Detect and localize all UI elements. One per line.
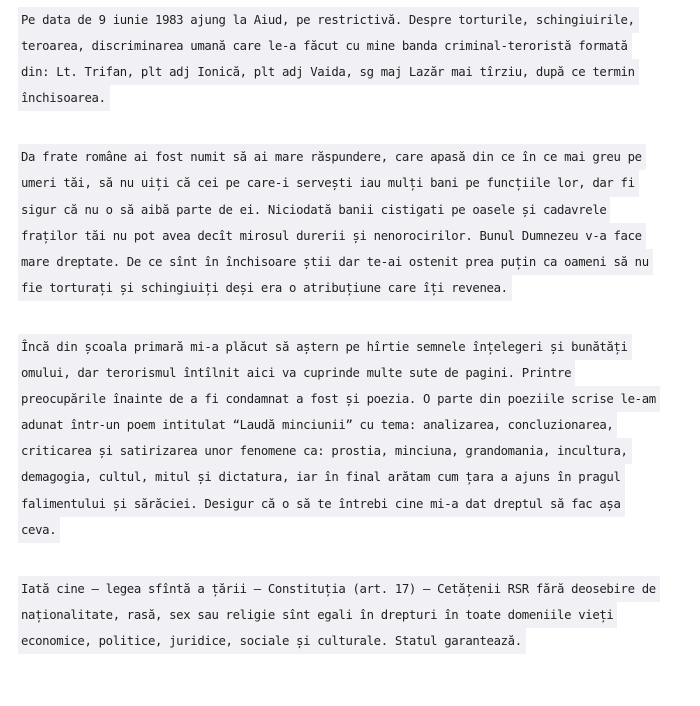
text-line: criticarea și satirizarea unor fenomene ca: prostia, minciuna, grandomania, incultura, <box>18 438 632 464</box>
text-line: preocupările înainte de a fi condamnat a fost și poezia. O parte din poeziile scrise le-am <box>18 386 660 412</box>
text-line: ceva. <box>18 517 60 543</box>
text-line: omului, dar terorismul întîlnit aici va cuprinde multe sute de pagini. Printre <box>18 360 575 386</box>
text-line: adunat într-un poem intitulat “Laudă minciunii” cu tema: analizarea, concluzionarea, <box>18 412 617 438</box>
paragraph-1 <box>18 7 690 111</box>
text-line: Încă din școala primară mi-a plăcut să aștern pe hîrtie semnele înțelegeri și bunătăți <box>18 334 632 360</box>
text-line: fie torturați și schingiuiți deși era o atribuțiune care îți revenea. <box>18 275 512 301</box>
paragraph-2 <box>18 144 690 301</box>
text-line: Pe data de 9 iunie 1983 ajung la Aiud, pe restrictivă. Despre torturile, schingiuirile, <box>18 7 639 33</box>
text-line: naționalitate, rasă, sex sau religie sînt egali în drepturi în toate domeniile vieți <box>18 602 617 628</box>
text-line: fraților tăi nu pot avea decît mirosul durerii și nenorocirilor. Bunul Dumnezeu v-a face <box>18 223 646 249</box>
text-line: închisoarea. <box>18 85 110 111</box>
text-line: Da frate române ai fost numit să ai mare răspundere, care apasă din ce în ce mai greu pe <box>18 144 646 170</box>
text-line: sigur că nu o să aibă parte de ei. Niciodată banii cistigati pe oasele și cadavrele <box>18 197 610 223</box>
paragraph-4 <box>18 576 690 654</box>
text-line: Iată cine – legea sfîntă a țării – Constituția (art. 17) – Cetățenii RSR fără deosebire de <box>18 576 660 602</box>
text-line: teroarea, discriminarea umană care le-a făcut cu mine banda criminal-teroristă formată <box>18 33 632 59</box>
text-line: din: Lt. Trifan, plt adj Ionică, plt adj Vaida, sg maj Lazăr mai tîrziu, după ce termin <box>18 59 639 85</box>
paragraph-3 <box>18 334 690 543</box>
text-line: economice, politice, juridice, sociale și culturale. Statul garantează. <box>18 628 526 654</box>
document-body <box>18 7 690 687</box>
text-line: falimentului și sărăciei. Desigur că o să te întrebi cine mi-a dat dreptul să fac așa <box>18 491 625 517</box>
text-line: mare dreptate. De ce sînt în închisoare știi dar te-ai ostenit prea puțin ca oameni să nu <box>18 249 653 275</box>
text-line: demagogia, cultul, mitul și dictatura, iar în final arătam cum țara a ajuns în pragul <box>18 464 625 490</box>
text-line: umeri tăi, să nu uiți că cei pe care-i servești iau mulți bani pe funcțiile lor, dar fi <box>18 170 639 196</box>
